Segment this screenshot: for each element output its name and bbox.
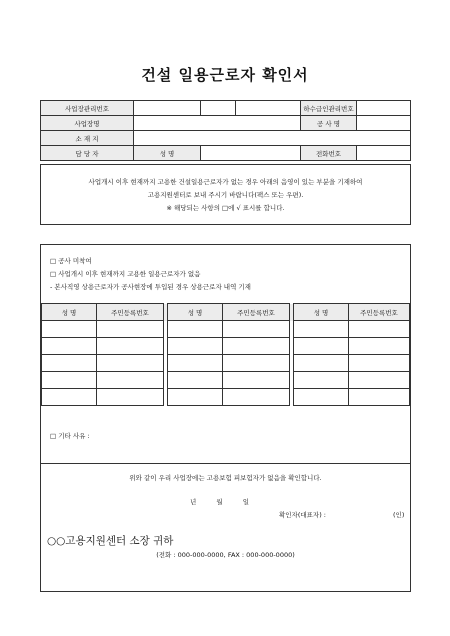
- contact-info: (전화 : 000-000-0000, FAX : 000-000-0000): [156, 551, 295, 559]
- seal-mark: (인): [393, 511, 405, 519]
- cell-id[interactable]: [223, 389, 290, 406]
- instruction-line-1: 사업개시 이후 현재까지 고용한 건설일용근로자가 없는 경우 아래의 음영이 있는 부분을 기재하여: [88, 178, 363, 186]
- date-line: [190, 497, 267, 506]
- cell-id[interactable]: [349, 338, 410, 355]
- cell-id[interactable]: [349, 355, 410, 372]
- col-name-2: 성 명: [168, 304, 223, 321]
- field-construction-name[interactable]: [357, 116, 411, 131]
- checkbox-no-daily-workers[interactable]: □ 사업개시 이후 현재까지 고용한 일용근로자가 없음: [50, 270, 201, 278]
- divider: [41, 463, 410, 464]
- cell-id[interactable]: [349, 372, 410, 389]
- col-id-1: 주민등록번호: [97, 304, 164, 321]
- field-business-number-ext[interactable]: [201, 101, 236, 116]
- label-construction-name: 공 사 명: [301, 116, 357, 131]
- cell-name[interactable]: [42, 338, 97, 355]
- col-name-1: 성 명: [42, 304, 97, 321]
- label-manager: 담 당 자: [41, 146, 134, 161]
- label-business-name: 사업장명: [41, 116, 134, 131]
- cell-id[interactable]: [223, 321, 290, 338]
- year-label[interactable]: 년: [190, 498, 197, 506]
- cell-name[interactable]: [294, 372, 349, 389]
- business-info-table: [40, 100, 411, 161]
- field-business-name[interactable]: [134, 116, 301, 131]
- cell-name[interactable]: [168, 372, 223, 389]
- checkbox-other-reason[interactable]: □ 기타 사유 :: [50, 432, 90, 440]
- cell-id[interactable]: [97, 389, 164, 406]
- confirmation-statement: 위와 같이 우리 사업장에는 고용보험 피보험자가 없음을 확인합니다.: [129, 474, 322, 482]
- day-label[interactable]: 일: [242, 498, 249, 506]
- note-regular-workers: - 본사직영 상용근로자가 공사현장에 투입된 경우 상용근로자 내역 기재: [50, 283, 251, 291]
- label-manager-name: 성 명: [134, 146, 201, 161]
- table-row: [42, 389, 410, 406]
- field-subcontractor-number[interactable]: [357, 101, 411, 116]
- table-row: [42, 338, 410, 355]
- col-id-3: 주민등록번호: [349, 304, 410, 321]
- table-row: [42, 372, 410, 389]
- cell-id[interactable]: [97, 338, 164, 355]
- cell-name[interactable]: [42, 355, 97, 372]
- label-subcontractor-number: 하수급인관리번호: [301, 101, 357, 116]
- label-business-number: 사업장관리번호: [41, 101, 134, 116]
- cell-name[interactable]: [42, 321, 97, 338]
- cell-name[interactable]: [294, 338, 349, 355]
- workers-table: [41, 303, 410, 406]
- field-phone[interactable]: [357, 146, 411, 161]
- table-row: [42, 355, 410, 372]
- label-phone: 전화번호: [301, 146, 357, 161]
- cell-name[interactable]: [168, 389, 223, 406]
- cell-id[interactable]: [223, 372, 290, 389]
- cell-name[interactable]: [42, 389, 97, 406]
- cell-name[interactable]: [168, 355, 223, 372]
- cell-id[interactable]: [349, 321, 410, 338]
- col-name-3: 성 명: [294, 304, 349, 321]
- instruction-line-3: ※ 해당되는 사항의 □에 √ 표시를 합니다.: [166, 204, 285, 212]
- cell-name[interactable]: [168, 321, 223, 338]
- cell-name[interactable]: [294, 355, 349, 372]
- col-id-2: 주민등록번호: [223, 304, 290, 321]
- cell-id[interactable]: [223, 338, 290, 355]
- cell-name[interactable]: [294, 321, 349, 338]
- signer-label[interactable]: 확인자(대표자) :: [279, 511, 327, 519]
- cell-id[interactable]: [97, 372, 164, 389]
- cell-name[interactable]: [294, 389, 349, 406]
- document-title: 건설 일용근로자 확인서: [141, 66, 309, 84]
- field-business-number[interactable]: [134, 101, 201, 116]
- instruction-line-2: 고용지원센터로 보내 주시기 바랍니다(팩스 또는 우편).: [147, 191, 304, 199]
- field-business-number-ext2[interactable]: [236, 101, 301, 116]
- instructions-box: [40, 164, 411, 225]
- label-address: 소 재 지: [41, 131, 134, 146]
- field-manager-name[interactable]: [201, 146, 301, 161]
- cell-id[interactable]: [97, 355, 164, 372]
- cell-name[interactable]: [42, 372, 97, 389]
- field-address[interactable]: [134, 131, 411, 146]
- cell-name[interactable]: [168, 338, 223, 355]
- addressee: ○○고용지원센터 소장 귀하: [47, 535, 174, 547]
- table-row: [42, 321, 410, 338]
- cell-id[interactable]: [349, 389, 410, 406]
- confirmation-box: [40, 244, 411, 592]
- checkbox-not-started[interactable]: □ 공사 미착여: [50, 257, 92, 265]
- cell-id[interactable]: [223, 355, 290, 372]
- cell-id[interactable]: [97, 321, 164, 338]
- month-label[interactable]: 월: [216, 498, 223, 506]
